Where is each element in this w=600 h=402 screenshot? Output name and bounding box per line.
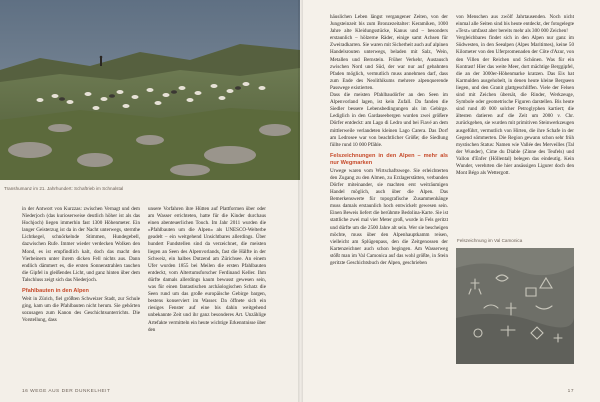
paragraph: unsere Vorfahren ihre Hütten auf Plattformen über oder am Wasser errichteten, hatte für die Kinder durchaus einen abenteuerlichen Touch. Im Jahr 2011 wurden die »Pfahlbauten um die Alpen« als UNESCO-Welterbe geadelt – ein weitgehend Unsichtbares allerdings. Über hundert Fundstellen sind da verzeichnet, die meisten liegen an Seen des Alpenvorlands, fast die Hälfte in der Schweiz, ein halbes Dutzend am Zürichsee. An einem Ufer wurden 1855 bei Meilen die ersten Pfahlbauten entdeckt, vom Altertumsforscher Ferdinand Keller. Ihm dürfte damals allerdings kaum bewusst gewesen sein, was für einen fantastischen archäologischen Schatz die Seen rund um das große europäische Gebirge bargen, bestens konserviert im Wasser. Da öffnete sich ein riesiges Fenster auf eine bis dahin weitgehend unbekannte Zeit und ihr ganz besonderes Art. Unzählige Artefakte vermitteln ein heute wichtige Erkenntnisse über den bbox=[148, 206, 266, 333]
left-column-2 bbox=[148, 206, 266, 334]
paragraph: von Menschen aus zwölf Jahrtausenden. Noch nicht einmal alle Seiten sind bis heute entdeckt, der fotogelegte »Text« umfasst aber bereits mehr als 300 000 Zeichen! bbox=[456, 14, 574, 35]
section-heading: Pfahlbauten in den Alpen bbox=[22, 288, 89, 295]
right-page-number: 17 bbox=[567, 389, 574, 394]
sheep-pasture-photo bbox=[0, 0, 300, 180]
paragraph: Weit in Zürich, fiel größten Schweizer Stadt, zur Schule ging, kam um die Pfahlbauten nicht herum. Sie gehörten sozusagen zum Kanon des Geschichtsunterrichts. Die Vorstellung, dass bbox=[22, 296, 140, 324]
rock-caption: Felszeichnung im Val Camonica bbox=[457, 238, 523, 243]
book-gutter bbox=[298, 0, 303, 402]
rock-carving-photo bbox=[456, 248, 574, 364]
photo-caption: Transhumanz im 21. Jahrhundert: Schaftrieb im Schnalstal bbox=[4, 186, 124, 191]
right-page bbox=[300, 0, 600, 402]
right-column-1 bbox=[330, 14, 448, 267]
sheep-pasture-image bbox=[0, 0, 300, 180]
left-page-footer: 16 WEGE AUS DER DUNKELHEIT bbox=[22, 389, 111, 394]
left-column-1 bbox=[22, 206, 140, 324]
paragraph: häuslichen Leben längst vergangener Zeiten, von der Jungsteinzeit bis zum Bronzezeitalter: Keramiken, 1000 Jahre alte Kleidungsstücke, Kanus und – besonders erstaunlich – hölzerne Räder, einige samt Achsen für Zweiradkarren. Sie waren mit Sicherheit auch auf alpinen Handelsrouten unterwegs, beladen mit Salz, Wein, Metallen und Bernstein. Früher Verkehr, Austausch zwischen Nord und Süd, der war nur auf gebahnten Pfaden möglich, vermutlich muss annehmen darf, dass zum Ende des Neolithikums mehrere alpenquerende Passwege existierten. bbox=[330, 14, 448, 91]
paragraph: Vergleichbares findet sich in den Alpen nur ganz im Südwesten, in den Seealpen (Alpes Maritimes), keine 50 Kilometer von den Uferpromenaden der Côte d'Azur, von den Villen der Reichen und Schönen. Was für ein Kontrast! Hier das weite Meer, dort mächtige Berggipfel, die an der 3000er-Höhenmarke kratzen. Das Eis hat Karmulden ausgehobelt, in denen heute kleine Bergseen liegen, und den Granit glattgeschliffen. Viele der Felsen sind mit Zeichen übersät, die Rinder, Werkzeuge, Symbole oder geometrische Figuren darstellen. Bis heute sind rund 40 000 solcher Petroglyphen kartiert; die ältesten datieren auf die Zeit um 2000 v. Chr. zurückgehen, sie wurden mit primitiven Steinwerkzeugen ausgeführt, vermutlich von Hirten, die ihre Schafe in der Gegend sömmerten. Die Region gewann schon sehr früh mystischen Status: Namen wie Vallée des Merveilles (Tal der Wunder), Cime du Diable (Zinne des Teufels) und Vallon d'Enfer (Höllental) belegen das eindeutig. Kein Wunder, verehrten die hier ansässigen Ligurer doch den Mont Bégo als Wettergott. bbox=[456, 35, 574, 177]
paragraph: in der Antwort von Kurzzas: zwischen Vernagt und dem Niederjoch (das kurioserweise deutlich höher ist als das Hochjoch) liegen immerhin fast 1300 Höhenmeter. Ein langer Geisterzug ist da in der Nacht unterwegs, sternthe Lichtkegel, schnörkelnde Stimmen, Hundegebell, dazwischen Rufe. Immer wieder verdecken Wolken den Mond, es ist empfindlich kalt, doch das macht den Vierbeinern unter ihrem dicken Fell nichts aus. Dann endlich dämmert es, die ersten Sonnenstrahlen tauchen die Gipfel in gleißendes Licht, und ganz hinten über dem Talschluss zeigt sich das Niederjoch. bbox=[22, 206, 140, 283]
right-column-2 bbox=[456, 14, 574, 236]
paragraph: Dass die meisten Pfahlbaudörfer an den Seen im Alpenvorland lagen, ist kein Zufall. Da fanden die Siedler bessere Lebensbedingungen als im Gebirge. Lediglich in den Gardaseebergen wurden zwei größere Dörfer entdeckt: am Lago di Ledro und bei Fiavé an dem mittlerweile verlandeten kleinen Lago Carera. Das Dorf am Ledrosee war von beachtlicher Größe; die Siedlung füllte rund 10 000 Pfähle. bbox=[330, 92, 448, 148]
paragraph: Urwege waren vom Wirtschaftswege. Sie erleichterten den Zugang zu den Almen, zu Erzlagerstätten, verbanden Dörfer miteinander, sie machten erst weiträumigen Handel möglich, auch über die Alpen. Das Bemerkenswerte für topografische Zusammenhänge muss damals erstaunlich hoch entwickelt gewesen sein. Einen Beweis liefert die berühmte Bedolina-Karte. Sie ist stattliche zwei mal vier Meter groß, wurde in Fels geritzt und dürfte um die 2500 Jahre alt sein. Wer sie bescheigen möchte, muss über den Alpenhauptkamm reisen, vielleicht am Splügenpass, den die Zeitgenossen der Kartenzeichner auch schon begingen. Am Wasserweg stößt man im Val Camonica auf das wohl größte, in Stein geritzte Geschichtsbuch der Alpen, geschrieben bbox=[330, 167, 448, 266]
section-heading: Felszeichnungen in den Alpen – mehr als nur Wegmarken bbox=[330, 152, 448, 166]
rock-carving-image bbox=[456, 248, 574, 364]
